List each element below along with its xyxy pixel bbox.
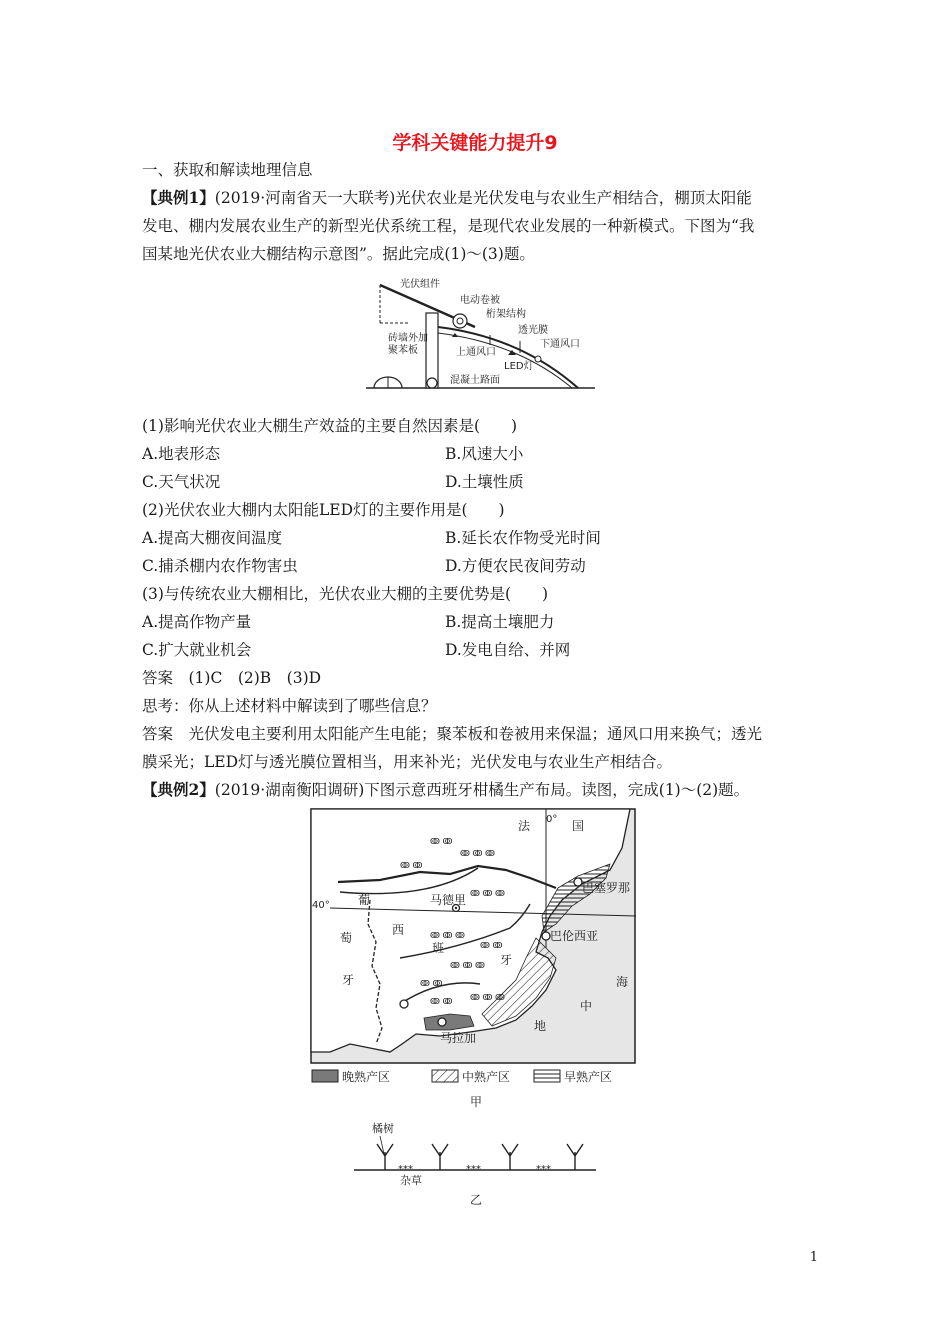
q3-option-d: D.发电自给、并网	[445, 641, 571, 659]
map-label-madrid: 马德里	[430, 893, 467, 907]
section-heading: 一、获取和解读地理信息	[142, 161, 313, 179]
label-road: 混凝土路面	[450, 375, 500, 386]
map-label-hai: 海	[616, 975, 629, 989]
map-label-guo: 国	[572, 819, 585, 833]
q1-option-a: A.地表形态	[142, 445, 221, 463]
label-upper-vent: 上通风口	[456, 347, 496, 358]
answer-2-line1: 答案 光伏发电主要利用太阳能产生电能；聚苯板和卷被用来保温；通风口用来换气；透光	[142, 725, 763, 743]
orchard-diagram	[350, 1120, 600, 1210]
example2-intro-text: (2019·湖南衡阳调研)下图示意西班牙柑橘生产布局。读图，完成(1)～(2)题。	[214, 781, 750, 799]
svg-text:⁎⁎⁎: ⁎⁎⁎	[536, 1161, 551, 1172]
page-title: 学科关键能力提升9	[392, 132, 558, 154]
legend-early: 早熟产区	[564, 1070, 613, 1084]
map-label-valencia: 巴伦西亚	[550, 929, 599, 943]
svg-text:ↂ ↂ ↂ: ↂ ↂ ↂ	[470, 889, 505, 898]
example1-intro-line1	[142, 188, 752, 208]
spain-citrus-map	[310, 808, 640, 1118]
map-label-ban: 班	[432, 941, 445, 955]
caption-yi: 乙	[470, 1193, 483, 1207]
map-label-ya2: 牙	[500, 953, 513, 967]
legend-late: 晚熟产区	[342, 1070, 391, 1084]
page-number: 1	[809, 1250, 818, 1265]
legend-mid: 中熟产区	[462, 1070, 511, 1084]
label-motor: 电动卷被	[460, 295, 500, 306]
q3-option-b: B.提高土壤肥力	[445, 613, 555, 631]
label-pv: 光伏组件	[400, 279, 440, 290]
svg-text:ↂ ↂ: ↂ ↂ	[400, 861, 423, 870]
map-legend	[312, 1069, 612, 1084]
example1-intro-text1: (2019·河南省天一大联考)光伏农业是光伏发电与农业生产相结合，棚顶太阳能	[214, 189, 752, 207]
answer-2-line2: 膜采光；LED灯与透光膜位置相当，用来补光；光伏发电与农业生产相结合。	[142, 753, 673, 771]
label-lower-vent: 下通风口	[540, 339, 580, 350]
example1-tag: 【典例1】	[142, 188, 215, 207]
map-label-barcelona: 巴塞罗那	[582, 881, 631, 895]
map-label-zhong: 中	[580, 999, 593, 1013]
map-label-malaga: 马拉加	[440, 1031, 477, 1045]
example2-tag: 【典例2】	[142, 780, 215, 799]
think-prompt: 思考：你从上述材料中解读到了哪些信息？	[142, 697, 437, 715]
q2-option-a: A.提高大棚夜间温度	[142, 529, 283, 547]
svg-text:ↂ ↂ: ↂ ↂ	[480, 941, 503, 950]
label-brick2: 聚苯板	[388, 345, 418, 356]
q2-option-c: C.捕杀棚内农作物害虫	[142, 557, 298, 575]
map-label-fa: 法	[518, 819, 531, 833]
q2-stem: (2)光伏农业大棚内太阳能LED灯的主要作用是( )	[142, 501, 505, 519]
svg-text:ↂ ↂ ↂ: ↂ ↂ ↂ	[460, 849, 495, 858]
svg-text:ↂ ↂ ↂ: ↂ ↂ ↂ	[470, 993, 505, 1002]
q1-option-c: C.天气状况	[142, 473, 221, 491]
label-tree: 橘树	[372, 1122, 394, 1135]
svg-text:⁎⁎⁎: ⁎⁎⁎	[398, 1161, 413, 1172]
example2-intro	[142, 780, 749, 800]
example1-intro-line3: 国某地光伏农业大棚结构示意图”。据此完成(1)～(3)题。	[142, 245, 535, 263]
svg-text:ↂ ↂ ↂ: ↂ ↂ ↂ	[430, 931, 465, 940]
greenhouse-diagram	[360, 275, 600, 395]
map-label-pu: 葡	[358, 893, 371, 907]
example1-intro-line2: 发电、棚内发展农业生产的新型光伏系统工程，是现代农业发展的一种新模式。下图为“我	[142, 217, 755, 235]
q3-option-a: A.提高作物产量	[142, 613, 252, 631]
label-truss: 桁架结构	[486, 309, 526, 320]
q1-option-b: B.风速大小	[445, 445, 524, 463]
q2-option-b: B.延长农作物受光时间	[445, 529, 601, 547]
map-label-ya1: 牙	[342, 973, 355, 987]
svg-text:⁎⁎⁎: ⁎⁎⁎	[466, 1161, 481, 1172]
label-weed: 杂草	[400, 1174, 422, 1187]
map-label-xi: 西	[392, 923, 405, 937]
map-label-lat40: 40°	[312, 900, 330, 911]
svg-text:ↂ ↂ ↂ: ↂ ↂ ↂ	[450, 961, 485, 970]
answer-1: 答案 (1)C (2)B (3)D	[142, 669, 322, 687]
q2-option-d: D.方便农民夜间劳动	[445, 557, 586, 575]
label-film: 透光膜	[518, 325, 548, 336]
svg-text:ↂ ↂ: ↂ ↂ	[430, 837, 453, 846]
svg-text:ↂ ↂ: ↂ ↂ	[430, 997, 453, 1006]
label-led: LED灯	[504, 361, 534, 372]
map-label-di: 地	[534, 1019, 547, 1033]
q3-stem: (3)与传统农业大棚相比，光伏农业大棚的主要优势是( )	[142, 585, 549, 603]
svg-text:ↂ ↂ: ↂ ↂ	[420, 979, 443, 988]
q3-option-c: C.扩大就业机会	[142, 641, 252, 659]
q1-option-d: D.土壤性质	[445, 473, 524, 491]
label-brick1: 砖墙外加	[388, 333, 428, 344]
caption-jia: 甲	[470, 1095, 483, 1109]
map-label-lon0: 0°	[546, 814, 558, 825]
map-label-tao: 萄	[340, 931, 353, 945]
q1-stem: (1)影响光伏农业大棚生产效益的主要自然因素是( )	[142, 417, 518, 435]
